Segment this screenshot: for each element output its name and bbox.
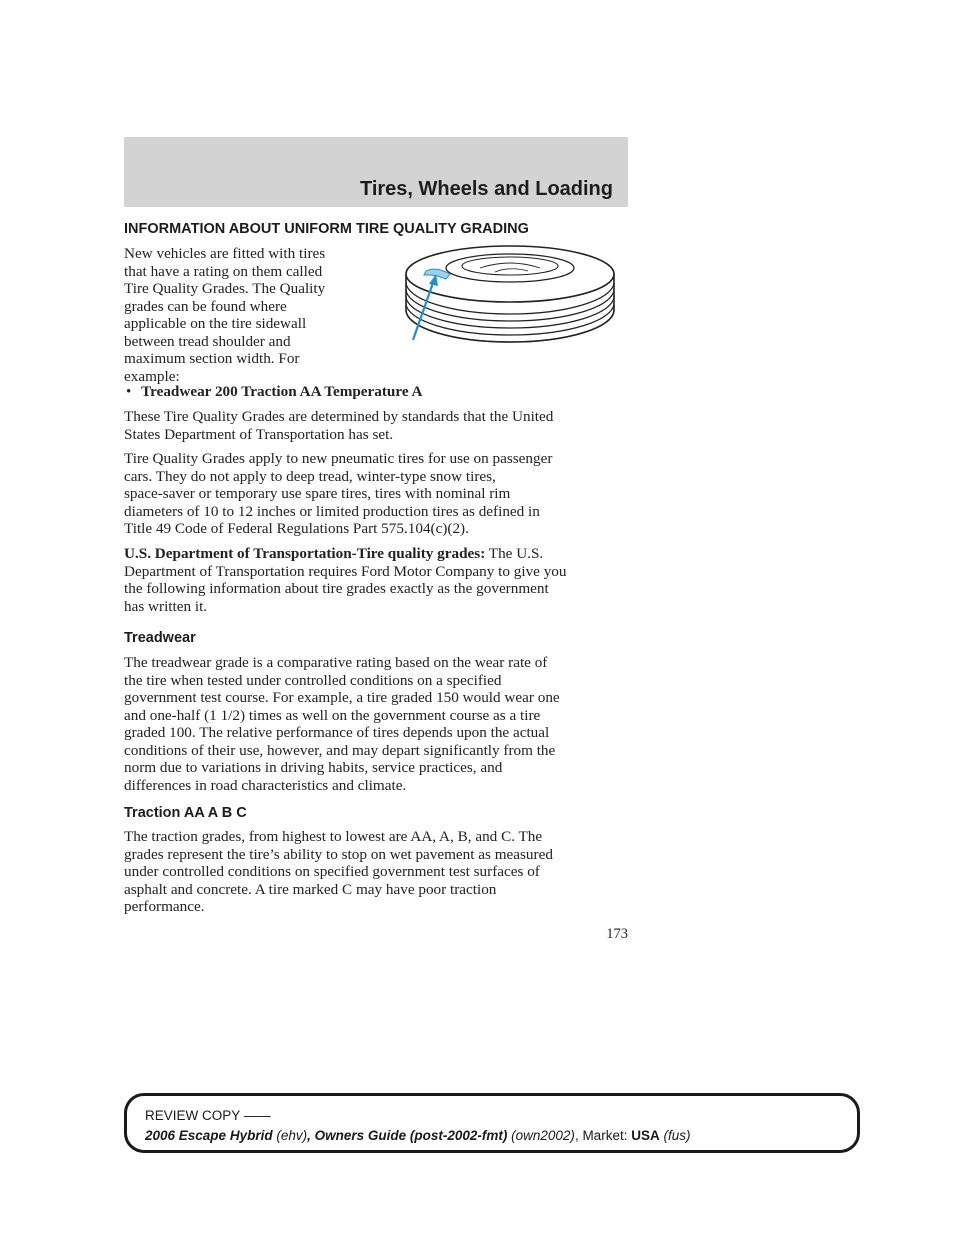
text-line: States Department of Transportation has set. [124,425,394,443]
text-line: maximum section width. For [124,350,300,367]
text-line: example: [124,367,180,385]
text-line: differences in road characteristics and climate. [124,776,407,794]
paragraph-determined [124,408,628,443]
text-line: government test course. For example, a tire graded 150 would wear one [124,689,560,706]
text-line: graded 100. The relative performance of tires depends upon the actual [124,724,550,741]
header-band [124,137,628,207]
text-line: applicable on the tire sidewall [124,315,307,332]
text-line: These Tire Quality Grades are determined by standards that the United [124,408,554,425]
text-line: the following information about tire grades exactly as the government [124,580,549,597]
text-line: The traction grades, from highest to lowest are AA, A, B, and C. The [124,828,543,845]
text-line: space-saver or temporary use spare tires, tires with nominal rim [124,485,511,502]
page-title: Tires, Wheels and Loading [359,178,613,200]
review-market-code: (fus) [659,1128,691,1143]
traction-heading: Traction AA A B C [124,805,247,821]
text-line: Title 49 Code of Federal Regulations Part 575.104(c)(2). [124,520,469,537]
section-heading: INFORMATION ABOUT UNIFORM TIRE QUALITY GRADING [124,221,529,237]
tire-illustration [400,244,620,344]
treadwear-heading: Treadwear [124,630,196,646]
review-market-label: , Market: [574,1128,632,1143]
review-model: 2006 Escape Hybrid [145,1128,273,1143]
review-sep: , [307,1128,315,1143]
traction-paragraph [124,828,628,916]
dot-lead: U.S. Department of Transportation-Tire quality grades: [124,545,486,562]
review-copy-label: REVIEW COPY —— [145,1108,271,1123]
bullet-item [126,383,626,401]
text-line: Department of Transportation requires Ford Motor Company to give you [124,562,567,580]
text-line: grades can be found where [124,297,287,315]
text-line: New vehicles are fitted with tires [124,245,326,262]
review-copy-box [124,1093,860,1153]
text-line: and one-half (1 1/2) times as well on the government course as a tire [124,706,541,724]
bullet-icon: • [126,383,132,400]
text-line: grades represent the tire’s ability to stop on wet pavement as measured [124,845,553,863]
page-number: 173 [606,926,628,942]
dot-lead-rest: The U.S. [485,545,544,562]
text-line: norm due to variations in driving habits, service practices, and [124,759,503,776]
text-line: cars. They do not apply to deep tread, winter-type snow tires, [124,467,496,485]
review-model-code: (ehv) [272,1128,308,1143]
review-market: USA [631,1128,660,1143]
review-guide: Owners Guide (post-2002-fmt) [314,1128,508,1143]
paragraph-dot [124,545,628,615]
review-guide-code: (own2002) [507,1128,575,1143]
tire-sidewall-icon [400,244,620,344]
paragraph-apply [124,450,628,538]
intro-paragraph [124,245,394,385]
review-copy-details [145,1128,690,1143]
text-line: performance. [124,898,205,915]
text-line: conditions of their use, however, and may depart significantly from the [124,741,556,759]
text-line: under controlled conditions on specified government test surfaces of [124,863,540,880]
text-line: between tread shoulder and [124,332,291,350]
text-line: has written it. [124,597,208,615]
text-line: that have a rating on them called [124,262,323,280]
text-line: Tire Quality Grades. The Quality [124,280,326,297]
text-line: asphalt and concrete. A tire marked C may have poor traction [124,880,497,898]
text-line: Tire Quality Grades apply to new pneumatic tires for use on passenger [124,450,553,467]
text-line: the tire when tested under controlled conditions on a specified [124,671,502,689]
text-line: diameters of 10 to 12 inches or limited production tires as defined in [124,502,540,520]
treadwear-paragraph [124,654,628,794]
bullet-text: Treadwear 200 Traction AA Temperature A [141,383,423,400]
text-line: The treadwear grade is a comparative rating based on the wear rate of [124,654,548,671]
text-line [124,545,628,563]
